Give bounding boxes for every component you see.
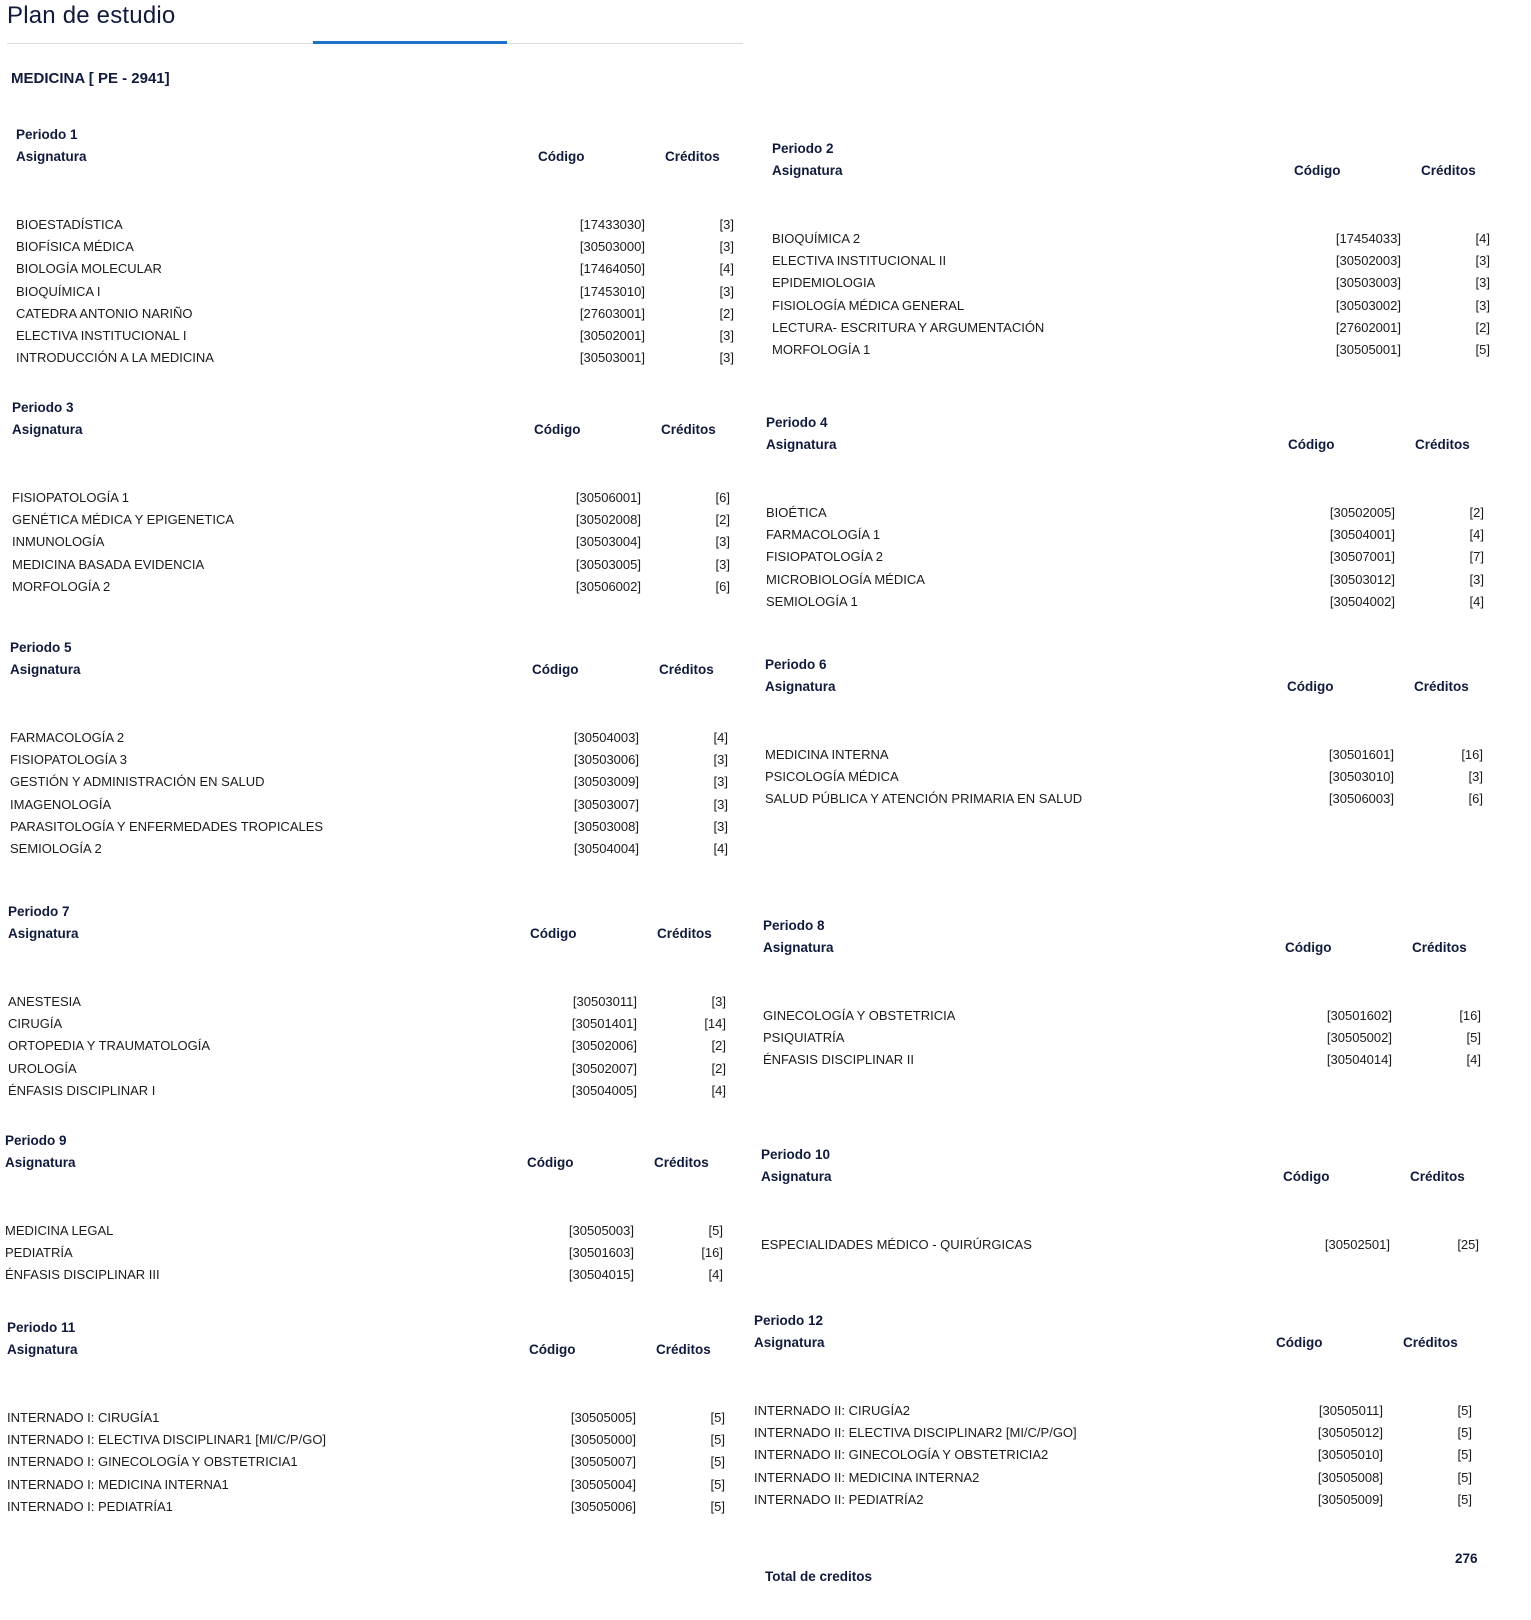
course-credits: [2] <box>1469 505 1484 520</box>
course-name: ÉNFASIS DISCIPLINAR III <box>5 1267 160 1283</box>
course-credits: [4] <box>719 261 734 277</box>
course-credits: [3] <box>713 774 728 790</box>
course-code: [30504005] <box>571 1082 637 1098</box>
course-name: FARMACOLOGÍA 2 <box>10 730 125 745</box>
course-row <box>761 527 1484 549</box>
course-code: [27603001] <box>579 305 645 321</box>
course-credits: [2] <box>711 1038 726 1054</box>
subject-column-header: Asignatura <box>763 940 834 955</box>
period-title: Periodo 5 <box>10 640 72 655</box>
course-list <box>767 231 1490 364</box>
period-title: Periodo 6 <box>765 657 827 672</box>
subject-column-header: Asignatura <box>765 679 836 694</box>
credits-column-header: Créditos <box>1410 1169 1465 1184</box>
course-credits: [5] <box>710 1476 725 1492</box>
credits-column-header: Créditos <box>654 1155 709 1170</box>
subject-column-header: Asignatura <box>5 1155 76 1170</box>
course-code: [30502003] <box>1335 253 1401 269</box>
course-code: [30506003] <box>1328 791 1394 807</box>
course-list <box>761 505 1484 616</box>
course-name: INTERNADO I: MEDICINA INTERNA1 <box>7 1476 229 1492</box>
course-code: [30503006] <box>573 752 639 768</box>
program-name: MEDICINA [ PE - 2941] <box>11 70 170 87</box>
course-credits: [4] <box>1475 231 1490 246</box>
active-tab-indicator <box>313 41 507 44</box>
course-name: BIOQUÍMICA 2 <box>772 231 861 246</box>
code-column-header: Código <box>538 149 585 164</box>
subject-column-header: Asignatura <box>772 163 843 178</box>
course-row <box>756 1237 1479 1259</box>
course-name: BIOFÍSICA MÉDICA <box>16 239 134 255</box>
course-credits: [3] <box>713 752 728 768</box>
course-list <box>760 747 1483 814</box>
course-row <box>5 752 728 774</box>
course-code: [30502007] <box>571 1060 637 1076</box>
course-name: INTERNADO II: ELECTIVA DISCIPLINAR2 [MI/C/P/GO] <box>754 1425 1077 1441</box>
course-code: [30507001] <box>1329 549 1395 565</box>
subject-column-header: Asignatura <box>761 1169 832 1184</box>
course-credits: [3] <box>715 556 730 572</box>
course-code: [30505012] <box>1317 1425 1383 1441</box>
course-row <box>767 319 1490 342</box>
credits-column-header: Créditos <box>1421 163 1476 178</box>
course-name: INTERNADO I: ELECTIVA DISCIPLINAR1 [MI/C/P/GO] <box>7 1432 327 1448</box>
course-credits: [3] <box>713 796 728 812</box>
course-credits: [3] <box>711 994 726 1009</box>
course-name: MEDICINA BASADA EVIDENCIA <box>12 556 205 572</box>
course-row <box>767 341 1490 364</box>
course-credits: [3] <box>713 818 728 834</box>
period-title: Periodo 4 <box>766 415 828 430</box>
page-title: Plan de estudio <box>7 2 176 29</box>
course-code: [30504002] <box>1329 593 1395 609</box>
course-name: ÉNFASIS DISCIPLINAR I <box>8 1082 156 1098</box>
course-code: [30504004] <box>573 840 639 856</box>
course-row <box>0 1223 723 1245</box>
course-credits: [5] <box>1466 1030 1481 1046</box>
credits-column-header: Créditos <box>659 662 714 677</box>
course-code: [30504015] <box>568 1267 634 1283</box>
course-name: BIOESTADÍSTICA <box>16 217 123 232</box>
credits-column-header: Créditos <box>665 149 720 164</box>
course-name: INTERNADO I: PEDIATRÍA1 <box>7 1498 173 1514</box>
period-title: Periodo 11 <box>7 1320 76 1335</box>
course-row <box>7 490 730 512</box>
course-name: IMAGENOLOGÍA <box>10 796 112 812</box>
period-title: Periodo 1 <box>16 127 78 142</box>
code-column-header: Código <box>1276 1335 1323 1350</box>
course-name: UROLOGÍA <box>8 1060 77 1076</box>
course-list <box>11 217 734 372</box>
course-code: [30503008] <box>573 818 639 834</box>
credits-column-header: Créditos <box>656 1342 711 1357</box>
code-column-header: Código <box>1288 437 1335 452</box>
period-block <box>767 141 1490 364</box>
course-code: [30502005] <box>1329 505 1395 520</box>
course-name: MICROBIOLOGÍA MÉDICA <box>766 571 925 587</box>
course-name: INTERNADO II: PEDIATRÍA2 <box>754 1491 924 1507</box>
course-code: [30501603] <box>568 1245 634 1261</box>
course-code: [30505003] <box>568 1223 634 1238</box>
period-block <box>3 904 726 1105</box>
course-credits: [16] <box>701 1245 723 1261</box>
period-title: Periodo 3 <box>12 400 74 415</box>
course-credits: [3] <box>719 283 734 299</box>
course-name: FARMACOLOGÍA 1 <box>766 527 881 543</box>
course-credits: [3] <box>1475 275 1490 291</box>
course-credits: [14] <box>704 1016 726 1032</box>
course-code: [30505008] <box>1317 1469 1383 1485</box>
course-name: CIRUGÍA <box>8 1016 63 1032</box>
course-row <box>5 730 728 752</box>
course-row <box>11 239 734 261</box>
course-credits: [25] <box>1457 1237 1479 1252</box>
code-column-header: Código <box>1287 679 1334 694</box>
period-title: Periodo 12 <box>754 1313 824 1328</box>
course-row <box>3 1082 726 1105</box>
course-row <box>11 327 734 350</box>
period-block <box>758 918 1481 1075</box>
code-column-header: Código <box>532 662 579 677</box>
course-row <box>2 1410 725 1432</box>
course-code: [30505004] <box>570 1476 636 1492</box>
course-row <box>767 297 1490 320</box>
course-name: BIOQUÍMICA I <box>16 283 101 299</box>
course-name: ESPECIALIDADES MÉDICO - QUIRÚRGICAS <box>761 1237 1032 1252</box>
course-credits: [5] <box>710 1432 725 1448</box>
course-row <box>760 769 1483 791</box>
code-column-header: Código <box>534 422 581 437</box>
course-name: BIOLOGÍA MOLECULAR <box>16 261 162 277</box>
credits-column-header: Créditos <box>1403 1335 1458 1350</box>
course-name: SEMIOLOGÍA 2 <box>10 840 102 856</box>
course-code: [30505000] <box>570 1432 636 1448</box>
course-code: [30502501] <box>1324 1237 1390 1252</box>
course-name: FISIOPATOLOGÍA 3 <box>10 752 128 768</box>
credits-column-header: Créditos <box>657 926 712 941</box>
course-credits: [4] <box>713 730 728 745</box>
course-name: MORFOLOGÍA 1 <box>772 341 871 357</box>
course-row <box>2 1432 725 1454</box>
course-row <box>749 1469 1472 1492</box>
course-code: [30505006] <box>570 1498 636 1514</box>
subject-column-header: Asignatura <box>8 926 79 941</box>
period-block <box>11 127 734 372</box>
course-row <box>758 1052 1481 1074</box>
course-name: ELECTIVA INSTITUCIONAL I <box>16 327 187 343</box>
course-row <box>0 1267 723 1289</box>
course-row <box>11 217 734 239</box>
course-credits: [4] <box>711 1082 726 1098</box>
course-row <box>758 1008 1481 1030</box>
course-code: [30503009] <box>573 774 639 790</box>
course-name: PSICOLOGÍA MÉDICA <box>765 769 899 785</box>
course-credits: [16] <box>1459 1008 1481 1023</box>
course-name: MORFOLOGÍA 2 <box>12 578 111 594</box>
subject-column-header: Asignatura <box>10 662 81 677</box>
course-code: [30503002] <box>1335 297 1401 313</box>
subject-column-header: Asignatura <box>754 1335 825 1350</box>
course-credits: [3] <box>1469 571 1484 587</box>
course-name: ANESTESIA <box>8 994 81 1009</box>
course-row <box>760 747 1483 769</box>
course-row <box>758 1030 1481 1052</box>
period-title: Periodo 9 <box>5 1133 67 1148</box>
course-name: INTERNADO II: CIRUGÍA2 <box>754 1403 911 1418</box>
course-row <box>767 275 1490 297</box>
course-name: BIOÉTICA <box>766 505 827 520</box>
code-column-header: Código <box>529 1342 576 1357</box>
course-row <box>5 840 728 863</box>
course-credits: [5] <box>710 1410 725 1425</box>
course-name: FISIOLOGÍA MÉDICA GENERAL <box>772 297 965 313</box>
subject-column-header: Asignatura <box>12 422 83 437</box>
course-credits: [5] <box>1457 1447 1472 1463</box>
course-credits: [2] <box>711 1060 726 1076</box>
course-code: [30503011] <box>572 994 637 1009</box>
course-name: LECTURA- ESCRITURA Y ARGUMENTACIÓN <box>772 319 1045 335</box>
code-column-header: Código <box>1285 940 1332 955</box>
course-name: ÉNFASIS DISCIPLINAR II <box>763 1052 914 1068</box>
course-code: [30504003] <box>573 730 639 745</box>
course-code: [30505010] <box>1317 1447 1383 1463</box>
course-name: GESTIÓN Y ADMINISTRACIÓN EN SALUD <box>10 774 265 790</box>
period-title: Periodo 10 <box>761 1147 831 1162</box>
course-name: PARASITOLOGÍA Y ENFERMEDADES TROPICALES <box>10 818 324 834</box>
course-credits: [6] <box>715 578 730 594</box>
credits-column-header: Créditos <box>1415 437 1470 452</box>
course-code: [30506002] <box>575 578 641 594</box>
course-credits: [5] <box>1457 1491 1472 1507</box>
course-row <box>11 350 734 372</box>
course-code: [17464050] <box>579 261 645 277</box>
course-row <box>760 791 1483 813</box>
course-row <box>3 994 726 1016</box>
course-credits: [4] <box>713 840 728 856</box>
period-block <box>0 1133 723 1290</box>
course-name: SALUD PÚBLICA Y ATENCIÓN PRIMARIA EN SALUD <box>765 791 1083 807</box>
course-code: [30503007] <box>573 796 639 812</box>
course-credits: [3] <box>719 239 734 255</box>
code-column-header: Código <box>1283 1169 1330 1184</box>
code-column-header: Código <box>1294 163 1341 178</box>
course-name: EPIDEMIOLOGIA <box>772 275 876 291</box>
course-name: CATEDRA ANTONIO NARIÑO <box>16 305 193 321</box>
course-code: [17454033] <box>1335 231 1401 246</box>
course-credits: [2] <box>715 512 730 528</box>
course-row <box>749 1491 1472 1514</box>
course-code: [30503003] <box>1335 275 1401 291</box>
course-name: SEMIOLOGÍA 1 <box>766 593 858 609</box>
course-credits: [5] <box>1457 1425 1472 1441</box>
course-row <box>3 1060 726 1083</box>
course-credits: [2] <box>1475 319 1490 335</box>
course-name: PEDIATRÍA <box>5 1245 73 1261</box>
course-code: [30503012] <box>1329 571 1395 587</box>
course-row <box>761 571 1484 594</box>
course-row <box>5 818 728 841</box>
course-credits: [4] <box>708 1267 723 1283</box>
course-code: [30503000] <box>579 239 645 255</box>
course-row <box>11 305 734 328</box>
course-credits: [3] <box>719 327 734 343</box>
course-credits: [4] <box>1469 527 1484 543</box>
course-code: [30506001] <box>575 490 641 505</box>
course-name: GINECOLOGÍA Y OBSTETRICIA <box>763 1008 956 1023</box>
course-code: [30503001] <box>579 350 645 366</box>
course-credits: [7] <box>1469 549 1484 565</box>
course-credits: [5] <box>1457 1403 1472 1418</box>
period-title: Periodo 7 <box>8 904 70 919</box>
course-code: [30505007] <box>570 1454 636 1470</box>
course-code: [30502006] <box>571 1038 637 1054</box>
course-name: INMUNOLOGÍA <box>12 534 105 550</box>
course-row <box>767 253 1490 275</box>
period-block <box>7 400 730 601</box>
course-row <box>749 1447 1472 1469</box>
course-row <box>11 283 734 306</box>
course-name: PSIQUIATRÍA <box>763 1030 845 1046</box>
course-list <box>749 1403 1472 1514</box>
course-name: INTERNADO II: GINECOLOGÍA Y OBSTETRICIA2 <box>754 1447 1049 1463</box>
course-name: MEDICINA INTERNA <box>765 747 889 762</box>
course-credits: [6] <box>1468 791 1483 807</box>
course-name: INTRODUCCIÓN A LA MEDICINA <box>16 350 214 366</box>
course-code: [30505009] <box>1317 1491 1383 1507</box>
period-block <box>5 640 728 863</box>
course-code: [27602001] <box>1335 319 1401 335</box>
course-list <box>5 730 728 863</box>
course-code: [30502008] <box>575 512 641 528</box>
course-code: [30504014] <box>1326 1052 1392 1068</box>
course-credits: [3] <box>719 350 734 366</box>
course-code: [30501601] <box>1328 747 1394 762</box>
course-code: [30504001] <box>1329 527 1395 543</box>
course-row <box>5 774 728 796</box>
course-row <box>0 1245 723 1267</box>
course-row <box>2 1454 725 1476</box>
course-row <box>7 512 730 534</box>
course-credits: [5] <box>708 1223 723 1238</box>
course-name: MEDICINA LEGAL <box>5 1223 114 1238</box>
course-credits: [5] <box>1475 341 1490 357</box>
total-credits-value: 276 <box>1455 1551 1478 1566</box>
course-row <box>11 261 734 283</box>
course-code: [30503010] <box>1328 769 1394 785</box>
course-list <box>7 490 730 601</box>
credits-column-header: Créditos <box>1412 940 1467 955</box>
course-name: ELECTIVA INSTITUCIONAL II <box>772 253 947 269</box>
course-code: [30503005] <box>575 556 641 572</box>
course-code: [30503004] <box>575 534 641 550</box>
course-row <box>7 534 730 556</box>
period-block <box>761 415 1484 616</box>
subject-column-header: Asignatura <box>766 437 837 452</box>
course-credits: [3] <box>1468 769 1483 785</box>
course-credits: [5] <box>1457 1469 1472 1485</box>
course-name: ORTOPEDIA Y TRAUMATOLOGÍA <box>8 1038 211 1054</box>
course-row <box>761 549 1484 571</box>
total-credits-label: Total de creditos <box>765 1569 873 1584</box>
period-block <box>749 1313 1472 1514</box>
course-credits: [6] <box>715 490 730 505</box>
course-row <box>7 578 730 601</box>
course-name: GENÉTICA MÉDICA Y EPIGENETICA <box>12 512 235 528</box>
period-title: Periodo 8 <box>763 918 825 933</box>
course-row <box>3 1038 726 1060</box>
course-credits: [4] <box>1469 593 1484 609</box>
subject-column-header: Asignatura <box>7 1342 78 1357</box>
course-row <box>761 593 1484 616</box>
course-code: [30501401] <box>571 1016 637 1032</box>
course-credits: [5] <box>710 1498 725 1514</box>
credits-column-header: Créditos <box>1414 679 1469 694</box>
period-block <box>760 657 1483 814</box>
course-row <box>2 1476 725 1499</box>
course-code: [17453010] <box>579 283 645 299</box>
period-block <box>2 1320 725 1521</box>
course-row <box>2 1498 725 1521</box>
course-name: FISIOPATOLOGÍA 1 <box>12 490 130 505</box>
course-code: [30502001] <box>579 327 645 343</box>
course-row <box>749 1425 1472 1447</box>
course-credits: [4] <box>1466 1052 1481 1068</box>
course-credits: [5] <box>710 1454 725 1470</box>
course-code: [30505001] <box>1335 341 1401 357</box>
course-row <box>3 1016 726 1038</box>
course-code: [30505011] <box>1318 1403 1383 1418</box>
course-list <box>758 1008 1481 1075</box>
course-row <box>761 505 1484 527</box>
course-name: INTERNADO I: CIRUGÍA1 <box>7 1410 160 1425</box>
course-row <box>767 231 1490 253</box>
course-code: [30501602] <box>1326 1008 1392 1023</box>
course-name: INTERNADO I: GINECOLOGÍA Y OBSTETRICIA1 <box>7 1454 298 1470</box>
course-row <box>7 556 730 579</box>
course-code: [17433030] <box>579 217 645 232</box>
course-code: [30505005] <box>570 1410 636 1425</box>
course-credits: [3] <box>1475 253 1490 269</box>
code-column-header: Código <box>527 1155 574 1170</box>
period-block <box>756 1147 1479 1259</box>
code-column-header: Código <box>530 926 577 941</box>
course-list <box>0 1223 723 1290</box>
course-row <box>749 1403 1472 1425</box>
course-row <box>5 796 728 819</box>
course-name: INTERNADO II: MEDICINA INTERNA2 <box>754 1469 980 1485</box>
course-list <box>2 1410 725 1521</box>
course-list <box>3 994 726 1105</box>
course-credits: [3] <box>715 534 730 550</box>
course-credits: [16] <box>1461 747 1483 762</box>
credits-column-header: Créditos <box>661 422 716 437</box>
subject-column-header: Asignatura <box>16 149 87 164</box>
course-list <box>756 1237 1479 1259</box>
course-credits: [3] <box>1475 297 1490 313</box>
course-credits: [2] <box>719 305 734 321</box>
course-name: FISIOPATOLOGÍA 2 <box>766 549 884 565</box>
course-code: [30505002] <box>1326 1030 1392 1046</box>
course-credits: [3] <box>719 217 734 232</box>
period-title: Periodo 2 <box>772 141 834 156</box>
